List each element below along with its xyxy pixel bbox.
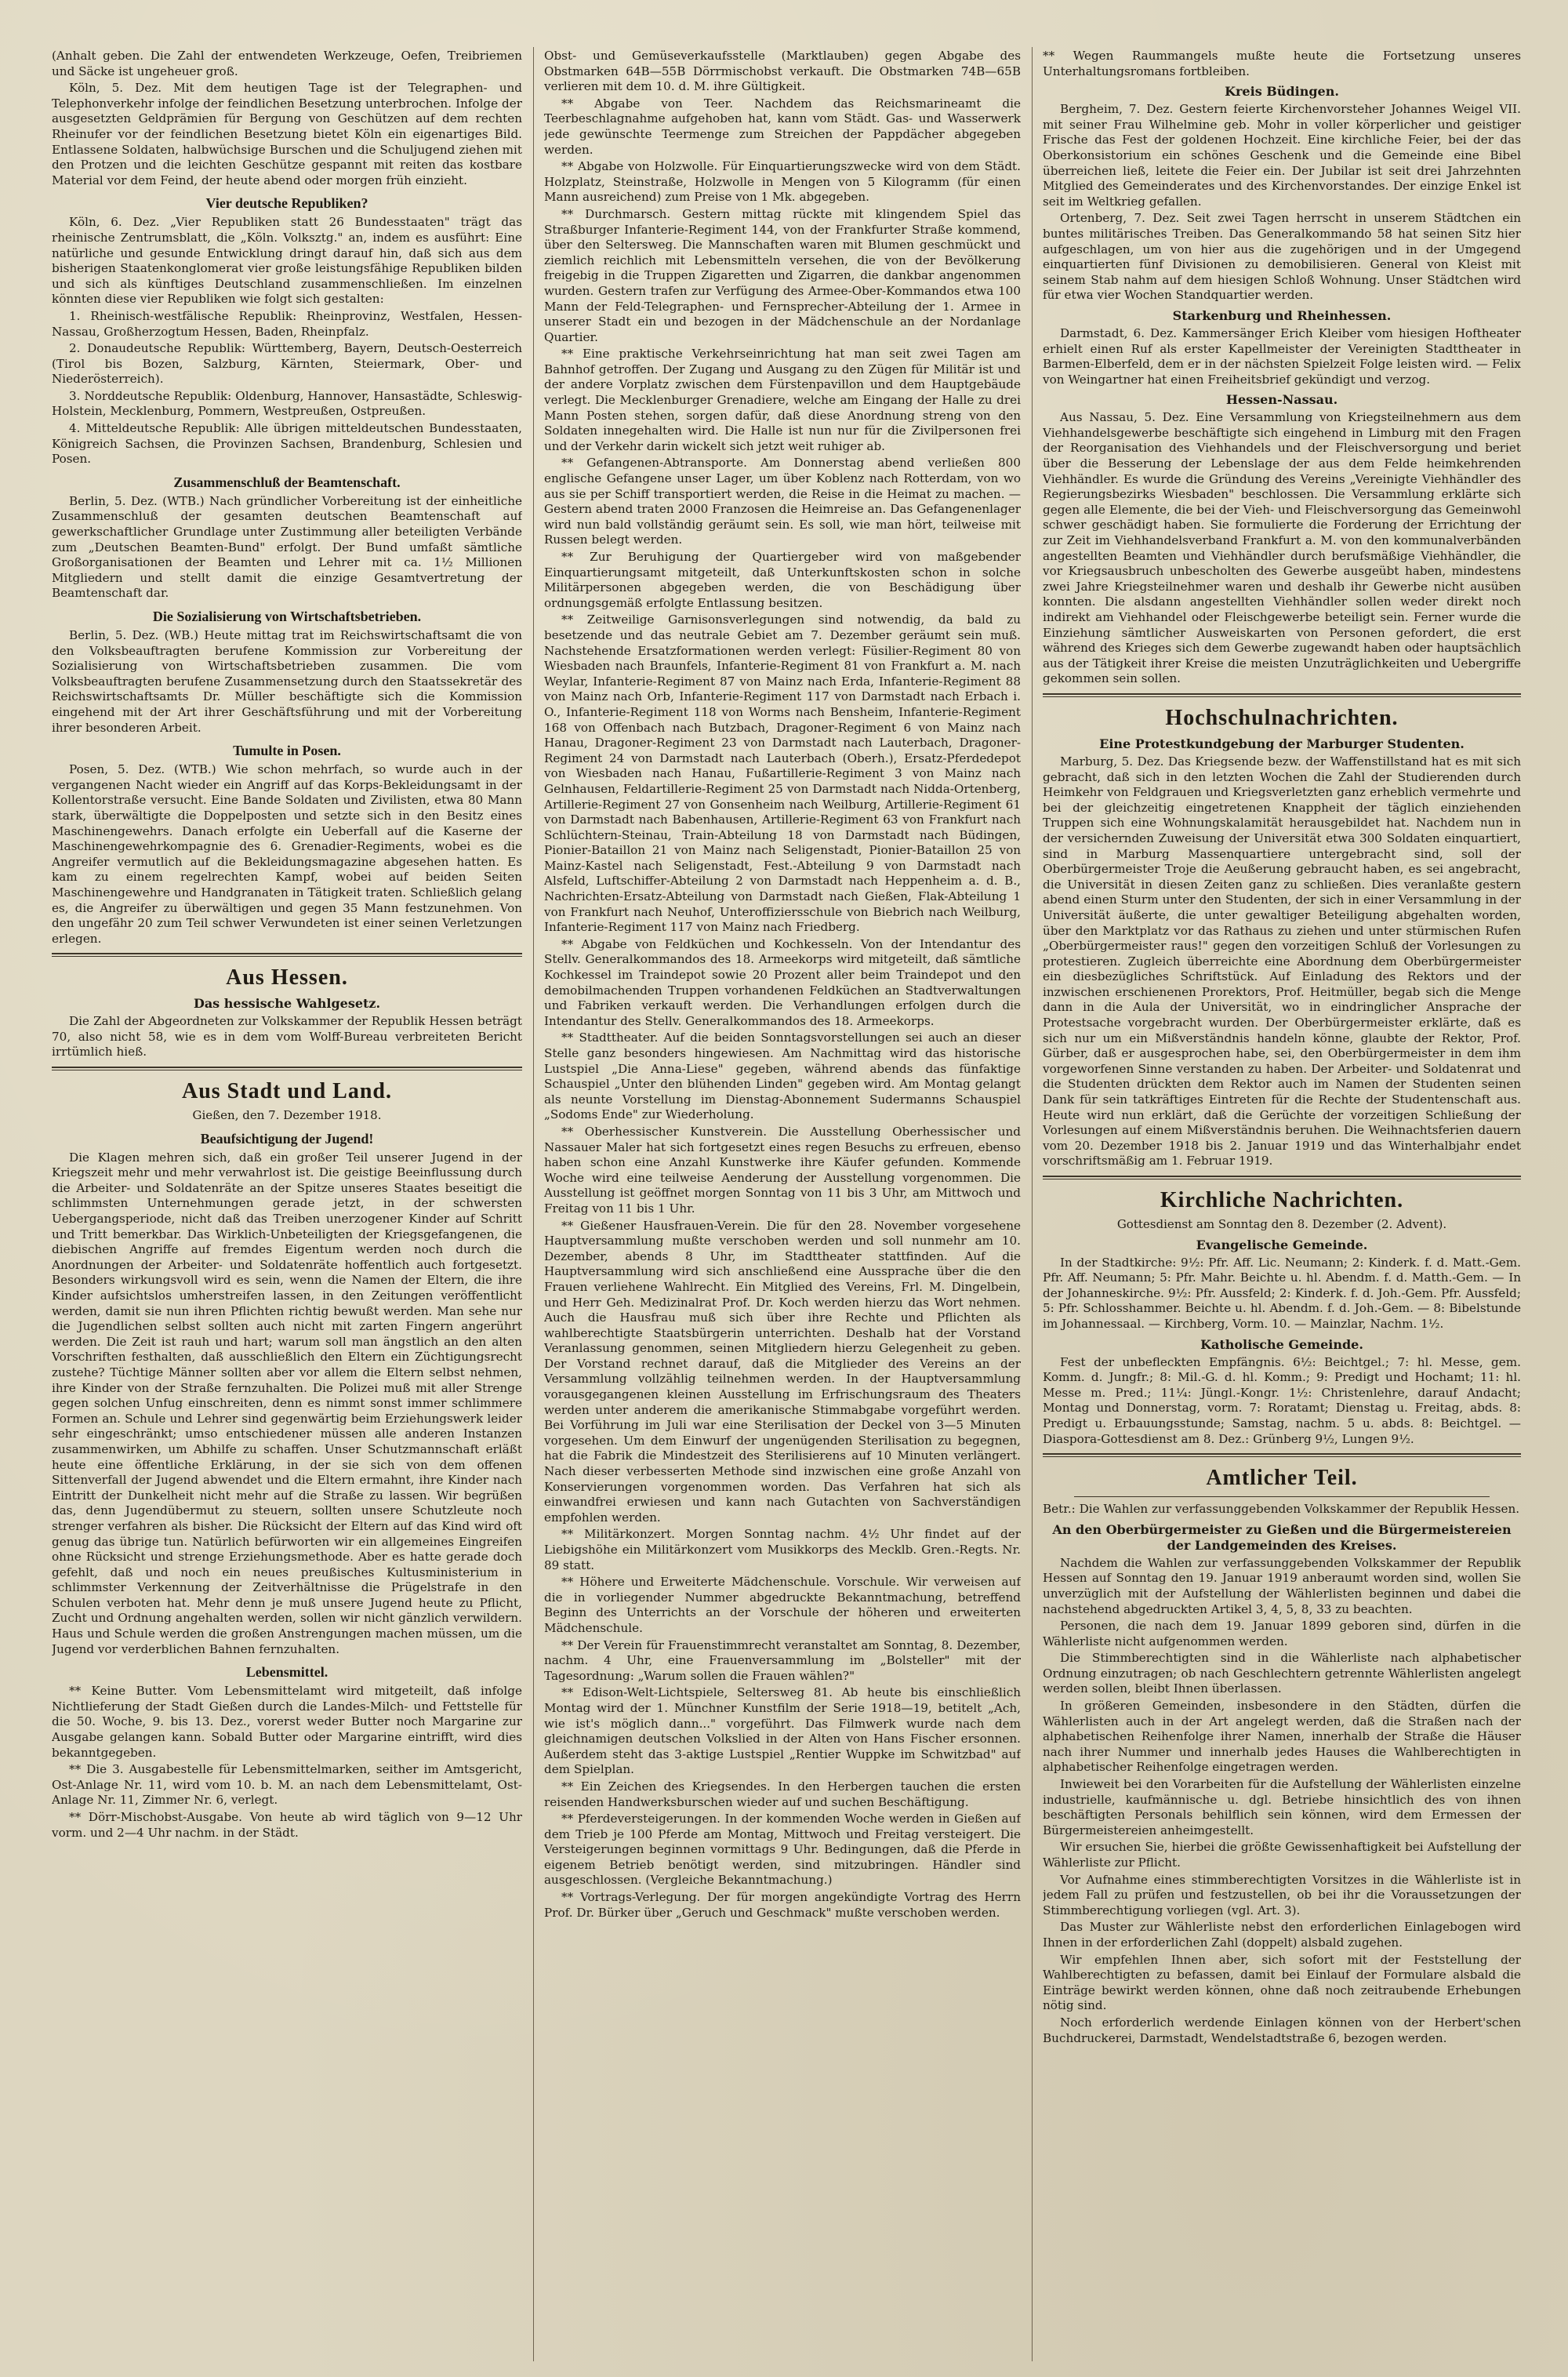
section-heading: Aus Hessen. (226, 965, 348, 990)
column-rule (533, 47, 534, 2361)
dateline: Gießen, den 7. Dezember 1918. (192, 1108, 382, 1123)
column-2 (544, 49, 1021, 2361)
article-paragraph: ** Gießener Hausfrauen-Verein. Die für den 28. November vorgesehene Hauptversammlung mußte verschoben werden und soll nunmehr am 10. Dezember, abends 8 Uhr, im Stadttheater stattfinden. Auf die Hauptversammlung wird sich anschließend eine Aussprache über die den Frauen verliehene Wahlrecht. Ein Mitglied des Vereins, Frl. M. Dingelbein, und Herr Geh. Medizinalrat Prof. Dr. Koch werden hierzu das Wort nehmen. Auch die Hausfrau muß sich über ihre Rechte und Pflichten als wahlberechtigte Staatsbürgerin unterrichten. Deshalb hat der Vorstand Veranlassung genommen, seinen Mitgliedern hierzu Gelegenheit zu geben. Der Vorstand rechnet darauf, daß die Mitglieder des Vereins an der Versammlung vollzählig teilnehmen werden. In der Hauptversammlung vorausgegangenen kleinen Ausstellung im Erfrischungsraum des Theaters werden unter anderem die amerikanische Stimmabgabe vorgeführt werden. Bei Vorführung im Juli war eine Sterilisation der Deckel von 3—5 Minuten vorgesehen. Um dem Einwurf der ungenügenden Sterilisation zu begegnen, hat die Fabrik die Mindestzeit des Sterilisierens auf 10 Minuten verlängert. Nach dieser verbesserten Methode sind inzwischen eine große Anzahl von Konservierungen vorgenommen worden. Das Verfahren hat sich als einwandfrei erwiesen und kann nach Gutachten von Sachverständigen empfohlen werden. (544, 1218, 1021, 1525)
article-paragraph: Berlin, 5. Dez. (WB.) Heute mittag trat im Reichswirtschaftsamt die von den Volksbeauftragten berufene Kommission zur Vorbereitung der Sozialisierung von Wirtschaftsbetrieben zusammen. Die vom Volksbeauftragten berufene Zusammensetzung durch den Staatssekretär des Reichswirtschaftsamts Dr. Müller beschäftigte sich die Kommission eingehend mit der Art ihrer Geschäftsführung und mit der Vorbereitung ihrer besonderen Arbeit. (52, 628, 522, 735)
divider (1074, 1496, 1490, 1497)
article-paragraph: Fest der unbefleckten Empfängnis. 6½: Beichtgel.; 7: hl. Messe, gem. Komm. d. Jungfr.; 8: Mil.-G. d. hl. Komm.; 9: Predigt und Hochamt; 11: hl. Messe m. Pred.; 11¼: Jüngl.-Kongr. 1½: Christenlehre, darauf Andacht; Montag und Donnerstag, vorm. 7: Roratamt; Dienstag u. Freitag, abds. 8: Predigt u. Erbauungsstunde; Samstag, nachm. 5 u. abds. 8: Beichtgel. — Diaspora-Gottesdienst am 8. Dez.: Grünberg 9½, Lungen 9½. (1043, 1354, 1521, 1446)
section-divider (52, 1067, 522, 1070)
article-paragraph: ** Stadttheater. Auf die beiden Sonntagsvorstellungen sei auch an dieser Stelle ganz besonders hingewiesen. Am Nachmittag wird das historische Lustspiel „Die Anna-Liese" gegeben, während abends das fünfaktige Schauspiel „Unter den blühenden Linden" gegeben wird. Am Montag gelangt als neunte Vorstellung im Dienstag-Abonnement Sudermanns Schauspiel „Sodoms Ende" zur Wiederholung. (544, 1030, 1021, 1122)
list-item: 2. Donaudeutsche Republik: Württemberg, Bayern, Deutsch-Oesterreich (Tirol bis Bozen, Salzburg, Kärnten, Steiermark, Ober- und Niederösterreich). (52, 341, 522, 387)
article-heading: Das hessische Wahlgesetz. (193, 996, 381, 1012)
article-paragraph: ** Höhere und Erweiterte Mädchenschule. Vorschule. Wir verweisen auf die in vorliegender Nummer abgedruckte Bekanntmachung, betreffend Beginn des Unterrichts an der Vorschule der höheren und erweiterten Mädchenschule. (544, 1575, 1021, 1635)
article-paragraph: ** Pferdeversteigerungen. In der kommenden Woche werden in Gießen auf dem Trieb je 100 Pferde am Montag, Mittwoch und Freitag versteigert. Die Versteigerungen beginnen vormittags 9 Uhr. Bedingungen, daß die Pferde in eigenem Betrieb benötigt werden, sind mitzubringen. Händler sind ausgeschlossen. (Vergleiche Bekanntmachung.) (544, 1812, 1021, 1888)
article-paragraph: Die Zahl der Abgeordneten zur Volkskammer der Republik Hessen beträgt 70, also nicht 58, wie es in dem vom Wolff-Bureau verbreiteten Bericht irrtümlich hieß. (52, 1014, 522, 1059)
article-paragraph: In der Stadtkirche: 9½: Pfr. Aff. Lic. Neumann; 2: Kinderk. f. d. Matt.-Gem. Pfr. Aff. Neumann; 5: Pfr. Mahr. Beichte u. hl. Abendm. f. d. Matth.-Gem. — In der Johanneskirche. 9½: Pfr. Aussfeld; 2: Kinderk. f. d. Joh.-Gem. Pfr. Aussfeld; 5: Pfr. Schlosshammer. Beichte u. hl. Abendm. f. d. Joh.-Gem. — 8: Bibelstunde im Johannessaal. — Kirchberg, Vorm. 10. — Mainzlar, Nachm. 1½. (1043, 1255, 1521, 1331)
article-paragraph: ** Keine Butter. Vom Lebensmittelamt wird mitgeteilt, daß infolge Nichtlieferung der Stadt Gießen durch die Landes-Milch- und Fettstelle für die 50. Woche, 9. bis 13. Dez., vorerst weder Butter noch Margarine zur Ausgabe gelangen kann. Sobald Butter oder Margarine eintrifft, wird dies bekanntgegeben. (52, 1684, 522, 1760)
article-paragraph: Personen, die nach dem 19. Januar 1899 geboren sind, dürfen in die Wählerliste nicht aufgenommen werden. (1043, 1619, 1521, 1648)
article-heading: Evangelische Gemeinde. (1196, 1237, 1368, 1252)
column-3 (1043, 49, 1521, 2361)
section-divider (1043, 693, 1521, 697)
list-item: 3. Norddeutsche Republik: Oldenburg, Hannover, Hansastädte, Schleswig-Holstein, Mecklenburg, Pommern, Westpreußen, Ostpreußen. (52, 388, 522, 419)
section-heading: Aus Stadt und Land. (181, 1079, 393, 1104)
article-heading: Eine Protestkundgebung der Marburger Studenten. (1099, 736, 1465, 751)
article-paragraph: Berlin, 5. Dez. (WTB.) Nach gründlicher Vorbereitung ist der einheitliche Zusammenschluß der gesamten deutschen Beamtenschaft auf gewerkschaftlicher Grundlage unter Zustimmung aller beteiligten Verbände zum „Deutschen Beamten-Bund" erfolgt. Der Bund umfaßt sämtliche Großorganisationen der Beamten und Lehrer mit ca. 1½ Millionen Mitgliedern und stellt damit die einzige Gesamtvertretung der Beamtenschaft dar. (52, 493, 522, 601)
article-paragraph: Die Stimmberechtigten sind in die Wählerliste nach alphabetischer Ordnung einzutragen; ob nach Geschlechtern getrennte Wählerlisten angelegt werden sollen, bleibt Ihnen überlassen. (1043, 1651, 1521, 1696)
article-paragraph: ** Zeitweilige Garnisonsverlegungen sind notwendig, da bald zu besetzende und das neutrale Gebiet am 7. Dezember geräumt sein muß. Nachstehende Ersatzformationen werden verlegt: Füsilier-Regiment 80 von Wiesbaden nach Braunfels, Infanterie-Regiment 81 von Frankfurt a. M. nach Weylar, Infanterie-Regiment 87 von Mainz nach Erda, Infanterie-Regiment 88 von Mainz nach Orb, Infanterie-Regiment 117 von Darmstadt nach Erbach i. O., Infanterie-Regiment 118 von Worms nach Bensheim, Infanterie-Regiment 168 von Offenbach nach Butzbach, Dragoner-Regiment 6 von Mainz nach Hanau, Dragoner-Regiment 23 von Darmstadt nach Lauterbach, Dragoner-Regiment 24 von Darmstadt nach Lauterbach (Oberh.), Ersatz-Pferdedepot von Wiesbaden nach Hanau, Fußartillerie-Regiment 3 von Mainz nach Gelnhausen, Feldartillerie-Regiment 25 von Darmstadt nach Nidda-Ortenberg, Artillerie-Regiment 27 von Gonsenheim nach Weilburg, Artillerie-Regiment 61 von Darmstadt nach Babenhausen, Artillerie-Regiment 63 von Frankfurt nach Schlüchtern-Steinau, Train-Abteilung 18 von Darmstadt nach Büdingen, Pionier-Bataillon 21 von Mainz nach Seligenstadt, Pionier-Bataillon 25 von Mainz-Kastel nach Seligenstadt, Fest.-Abteilung 9 von Darmstadt nach Alsfeld, Luftschiffer-Abteilung 2 von Darmstadt nach Heppenheim a. d. B., Nachrichten-Ersatz-Abteilung von Darmstadt nach Gießen, Flak-Abteilung 1 von Frankfurt nach Neuhof, Unteroffiziersschule von Biebrich nach Weilburg, Infanterie-Regiment 117 von Mainz nach Friedberg. (544, 612, 1021, 935)
article-heading: Lebensmittel. (245, 1664, 328, 1681)
article-paragraph: ** Abgabe von Holzwolle. Für Einquartierungszwecke wird von dem Städt. Holzplatz, Steinstraße, Holzwolle in Mengen von 5 Kilogramm (für einen Mann ausreichend) zum Preise von 1 Mk. abgegeben. (544, 159, 1021, 205)
article-heading: Katholische Gemeinde. (1200, 1336, 1363, 1352)
article-heading: Zusammenschluß der Beamtenschaft. (173, 474, 401, 490)
article-paragraph: Obst- und Gemüseverkaufsstelle (Marktlauben) gegen Abgabe des Obstmarken 64B—55B Dörrmischobst verkauft. Die Obstmarken 74B—65B verlieren mit dem 10. d. M. ihre Gültigkeit. (544, 49, 1021, 94)
article-paragraph: Marburg, 5. Dez. Das Kriegsende bezw. der Waffenstillstand hat es mit sich gebracht, daß sich in den letzten Wochen die Zahl der Studierenden durch Heimkehr von Feldgrauen und Kriegsverletzten ganz erheblich vermehrte und bei der gleichzeitig eingetretenen Knappheit der täglich einziehenden Truppen sich eine Wohnungskalamität herausgebildet hat. Nachdem nun in der versichernden Zuweisung der Universität etwa 300 Soldaten einquartiert, sind in Marburg Massenquartiere untergebracht sind, soll der Oberbürgermeister Troje die Aeußerung gebraucht haben, es sei angebracht, die Universität in diesen Zeiten ganz zu schließen. Dies veranlaßte gestern abend einen Sturm unter den Studenten, der sich in einer Versammlung in der Universität äußerte, die unter gewaltiger Beteiligung abgehalten worden, über den Marktplatz vor das Rathaus zu ziehen und unter stürmischen Rufen „Oberbürgermeister raus!" gegen den vorzeitigen Schluß der Vorlesungen zu protestieren. Zugleich überreichte eine Abordnung dem Oberbürgermeister ein diesbezügliches Schriftstück. Auf Einladung des Rektors und der inzwischen erschienenen Prorektors, Prof. Heitmüller, begab sich die Menge dann in die Aula der Universität, wo in eindringlicher Ansprache der Protestsache vorgebracht wurden. Der Oberbürgermeister erklärte, daß es sich nur um ein Mißverständnis handeln könne, glaubte der Rektor, Prof. Gürber, daß er ausgesprochen habe, sei, den Oberbürgermeister in dem ihm vorgeworfenen Sinne verstanden zu haben. Der Arbeiter- und Soldatenrat und die Studenten drückten dem Rektor auch im Namen der Studenten seinen Dank für sein tatkräftiges Eintreten für die Rechte der Studentenschaft aus. Heute wird nun erklärt, daß die Gerüchte der vorzeitigen Schließung der Vorlesungen auf einem Mißverständnis beruhen. Die Weihnachtsferien dauern vom 20. Dezember 1918 bis 2. Januar 1919 und das Winterhalbjahr endet vorschriftsmäßig am 1. Februar 1919. (1043, 754, 1521, 1169)
section-divider (52, 953, 522, 957)
article-paragraph: ** Abgabe von Feldküchen und Kochkesseln. Von der Intendantur des Stellv. Generalkommandos des 18. Armeekorps wird mitgeteilt, daß sämtliche Kochkessel im Traindepot sowie 20 Prozent aller beim Traindepot und den demobilmachenden Truppen vorhandenen Feldküchen an Stadtverwaltungen und Fabriken verkauft werden. Die Verhandlungen erfolgen durch die Intendantur des Stellv. Generalkommandos des 18. Armeekorps. (544, 936, 1021, 1028)
list-item: 1. Rheinisch-westfälische Republik: Rheinprovinz, Westfalen, Hessen-Nassau, Großherzogtum Hessen, Baden, Rheinpfalz. (52, 308, 522, 339)
column-1 (52, 49, 522, 2361)
list-item: 4. Mitteldeutsche Republik: Alle übrigen mitteldeutschen Bundesstaaten, Königreich Sachsen, die Provinzen Sachsen, Brandenburg, Schlesien und Posen. (52, 421, 522, 467)
section-heading: Hochschulnachrichten. (1165, 705, 1399, 730)
article-paragraph: ** Durchmarsch. Gestern mittag rückte mit klingendem Spiel das Straßburger Infanterie-Regiment 144, von der Frankfurter Straße kommend, über den Seltersweg. Die Mannschaften waren mit Blumen geschmückt und ziemlich reichlich mit Lebensmitteln versehen, die von der Bevölkerung freigebig in die Truppen Zigaretten und Zigarren, die dankbar angenommen wurden. Gestern trafen zur Verfügung des Armee-Ober-Kommandos etwa 100 Mann der Feld-Telegraphen- und Fernsprecher-Abteilung der 1. Armee in unserer Stadt ein und bezogen in der Mädchenschule an der Nordanlage Quartier. (544, 206, 1021, 344)
article-paragraph: Das Muster zur Wählerliste nebst den erforderlichen Einlagebogen wird Ihnen in der erforderlichen Zahl (doppelt) alsbald zugehen. (1043, 1920, 1521, 1950)
article-paragraph: Inwieweit bei den Vorarbeiten für die Aufstellung der Wählerlisten einzelne industrielle, kaufmännische u. dgl. Betriebe hinsichtlich des von ihnen beschäftigten Personals behilflich sein können, wird dem Ermessen der Bürgermeistereien anheimgestellt. (1043, 1777, 1521, 1837)
section-heading: Kirchliche Nachrichten. (1160, 1188, 1404, 1212)
article-heading: Tumulte in Posen. (233, 743, 341, 759)
article-paragraph: Wir empfehlen Ihnen aber, sich sofort mit der Feststellung der Wahlberechtigten zu befassen, damit bei Einlauf der Formulare alsbald die Einträge bewirkt werden können, ohne daß noch zeitraubende Erhebungen nötig sind. (1043, 1952, 1521, 2013)
article-heading: Beaufsichtigung der Jugend! (200, 1130, 374, 1147)
article-paragraph: Wir ersuchen Sie, hierbei die größte Gewissenhaftigkeit bei Aufstellung der Wählerliste zur Pflicht. (1043, 1840, 1521, 1870)
article-heading: Die Sozialisierung von Wirtschaftsbetrieben. (152, 609, 422, 624)
article-paragraph: Ortenberg, 7. Dez. Seit zwei Tagen herrscht in unserem Städtchen ein buntes militärisches Treiben. Das Generalkommando 58 hat seinen Sitz hier aufgeschlagen, um von hier aus die zugehörigen und in der Umgegend einquartierten fünf Divisionen zu demobilisieren. General von Kleist mit seinem Stab nahm auf dem hiesigen Schloß Wohnung. Unser Städtchen wird für etwa vier Wochen Standquartier werden. (1043, 211, 1521, 303)
column-rule (1032, 47, 1033, 2361)
article-paragraph: ** Abgabe von Teer. Nachdem das Reichsmarineamt die Teerbeschlagnahme aufgehoben hat, kann vom Städt. Gas- und Wasserwerk jede gewünschte Teermenge zum Streichen der Pappdächer abgegeben werden. (544, 96, 1021, 157)
region-heading: Starkenburg und Rheinhessen. (1172, 307, 1392, 323)
article-paragraph: Nachdem die Wahlen zur verfassunggebenden Volkskammer der Republik Hessen auf Sonntag den 19. Januar 1919 anberaumt worden sind, wollen Sie unverzüglich mit der Aufstellung der Wählerlisten beginnen und dabei die nachstehend abgedruckten Artikel 3, 4, 5, 8, 33 zu beachten. (1043, 1555, 1521, 1616)
article-paragraph: ** Wegen Raummangels mußte heute die Fortsetzung unseres Unterhaltungsromans fortbleiben. (1043, 49, 1521, 78)
article-paragraph: ** Die 3. Ausgabestelle für Lebensmittelmarken, seither im Amtsgericht, Ost-Anlage Nr. 11, wird vom 10. b. M. an nach dem Lebensmittelamt, Ost-Anlage Nr. 11, Zimmer Nr. 6, verlegt. (52, 1762, 522, 1808)
article-paragraph: ** Edison-Welt-Lichtspiele, Seltersweg 81. Ab heute bis einschließlich Montag wird der 1. Münchner Kunstfilm der Serie 1918—19, betitelt „Ach, wie ist's möglich dann..." vorgeführt. Das Filmwerk wurde nach dem gleichnamigen deutschen Volkslied in der Alten von Hans Fischer ersonnen. Außerdem steht das 3-aktige Lustspiel „Rentier Wuppke im Schwitzbad" auf dem Spielplan. (544, 1685, 1021, 1777)
article-paragraph: ** Ein Zeichen des Kriegsendes. In den Herbergen tauchen die ersten reisenden Handwerksburschen wieder auf und suchen Beschäftigung. (544, 1779, 1021, 1809)
article-heading: An den Oberbürgermeister zu Gießen und die Bürgermeistereien der Landgemeinden des Kreises. (1052, 1521, 1512, 1553)
section-heading: Amtlicher Teil. (1206, 1466, 1358, 1491)
article-paragraph: Noch erforderlich werdende Einlagen können von der Herbert'schen Buchdruckerei, Darmstadt, Wendelstadtstraße 6, bezogen werden. (1043, 2015, 1521, 2045)
article-paragraph: ** Oberhessischer Kunstverein. Die Ausstellung Oberhessischer und Nassauer Maler hat sich fortgesetzt eines regen Besuchs zu erfreuen, ebenso haben schon eine Anzahl Kunstwerke ihre Käufer gefunden. Kommende Woche wird eine teilweise Aenderung der Ausstellung vorgenommen. Die Ausstellung ist geöffnet morgen Sonntag von 11 bis 3 Uhr, am Mittwoch und Freitag von 11 bis 1 Uhr. (544, 1124, 1021, 1216)
section-divider (1043, 1453, 1521, 1457)
region-heading: Hessen-Nassau. (1225, 392, 1338, 408)
article-paragraph: Die Klagen mehren sich, daß ein großer Teil unserer Jugend in der Kriegszeit mehr und mehr verwahrlost ist. Die geistige Beeinflussung durch die Arbeiter- und Soldatenräte an der Spitze unseres Staates beseitigt die schlimmsten Unternehmungen gerade jetzt, in der schwersten Uebergangsperiode, nicht daß das Treiben unerzogener Kinder auf Schritt und Tritt bemerkbar. Das Wirklich-Unbeteiligten der Kriegsgefangenen, die diebischen Angriffe auf fremdes Eigentum werden noch durch die Anordnungen der Arbeiter- und Soldatenräte hoffentlich auch fortgesetzt. Besonders wirkungsvoll wird es sein, wenn die Namen der Eltern, die ihre Kinder aufsichtslos umherstreifen lassen, in den Zeitungen veröffentlicht werden, damit sie nun ihren Pflichten richtig bewußt werden. Man sehe nur die Jugendlichen selbst sollten auch nicht mit zarten Fingern angerührt werden. Die Zeit ist rauh und hart; warum soll man ängstlich an den alten Vorschriften festhalten, daß ausschließlich den Eltern ein Züchtigungsrecht zustehe? Tüchtige Männer sollten aber vor allem die Eltern selbst nehmen, ihre Kinder von der Straße fernzuhalten. Die Polizei muß mit aller Strenge gegen solchen Unfug einschreiten, denn es nimmt sonst immer schlimmere Formen an. Schule und Lehrer sind gegenwärtig beim Erziehungswerk leider sehr eingeschränkt; umso entschiedener müssen alle anderen Instanzen zusammenwirken, um Abhilfe zu schaffen. Unser Schutzmannschaft erläßt heute eine öffentliche Erklärung, in der sie sich von dem offenen Sittenverfall der Jugend abwendet und die Eltern ermahnt, ihre Kinder nach Eintritt der Dunkelheit nicht mehr auf die Straße zu lassen. Wir begrüßen das, denn Jugendübermut zu steuern, sollten unsere Schutzleute noch strenger verfahren als bisher. Die Rücksicht der Eltern auf das Kind wird oft genug das übrige tun. Natürlich befürworten wir ein allgemeines Eingreifen ohne Rücksicht und strenge Erziehungsmethode. Aber es hatte gerade doch gefehlt, daß und noch ein neues preußisches Kultusministerium in schlimmster Verkennung der Zeitverhältnisse die Prügelstrafe in den Schulen verboten hat. Mehr denn je muß unsere Jugend heute zu Pflicht, Zucht und Ordnung angehalten werden, sollen wir nicht gänzlich verwildern. Haus und Schule werden die großen Anstrengungen machen müssen, um die Jugend vor verderblichen Bahnen fernzuhalten. (52, 1150, 522, 1656)
article-paragraph: ** Gefangenen-Abtransporte. Am Donnerstag abend verließen 800 englische Gefangene unser Lager, um über Koblenz nach Rotterdam, von wo aus sie per Schiff transportiert werden, die Reise in die Heimat zu machen. — Gestern abend traten 2000 Franzosen die Heimreise an. Das Gefangenenlager wird nun bald vollständig geräumt sein. Es soll, wie man hört, teilweise mit Russen belegt werden. (544, 456, 1021, 547)
article-paragraph: ** Vortrags-Verlegung. Der für morgen angekündigte Vortrag des Herrn Prof. Dr. Bürker über „Geruch und Geschmack" mußte verschoben werden. (544, 1890, 1021, 1920)
article-paragraph: ** Zur Beruhigung der Quartiergeber wird von maßgebender Einquartierungsamt mitgeteilt, daß Unterkunftskosten schon in solche Militärpersonen abgegeben werden, die von Beschädigung über ordnungsgemäß erfolgte Entlassung besitzen. (544, 550, 1021, 610)
article-paragraph: Köln, 6. Dez. „Vier Republiken statt 26 Bundesstaaten" trägt das rheinische Zentrumsblatt, die „Köln. Volksztg." an, indem es ausführt: Eine natürliche und gesunde Entwicklung dringt darauf hin, daß sich aus dem bisherigen Staatenkonglomerat vier große leistungsfähige Republiken bilden und sich als künftiges Deutschland zusammenschließen. Im einzelnen könnten diese vier Republiken wie folgt sich gestalten: (52, 215, 522, 307)
article-paragraph: Posen, 5. Dez. (WTB.) Wie schon mehrfach, so wurde auch in der vergangenen Nacht wieder ein Angriff auf das Korps-Bekleidungsamt in der Kollentorstraße versucht. Eine Bande Soldaten und Zivilisten, etwa 80 Mann stark, überwältigte die Doppelposten und setzte sich in den Besitz eines Maschinengewehrs. Danach erfolgte ein Ueberfall auf die Kaserne der Maschinengewehrkompagnie des 6. Grenadier-Regiments, wobei es die Angreifer vermutlich auf die Bekleidungsmagazine abgesehen hatten. Es kam zu einem regelrechten Kampf, wobei auf beiden Seiten Maschinengewehre und Handgranaten in Tätigkeit traten. Schließlich gelang es, die Angreifer zu überwältigen und gegen 35 Mann festzunehmen. Von den ungefähr 20 zum Teil schwer Verwundeten ist einer seinen Verletzungen erlegen. (52, 762, 522, 946)
article-paragraph: Vor Aufnahme eines stimmberechtigten Vorsitzes in die Wählerliste ist in jedem Fall zu prüfen und festzustellen, ob bei ihr die Voraussetzungen der Stimmberechtigung vorliegen (vgl. Art. 3). (1043, 1872, 1521, 1917)
article-paragraph: Aus Nassau, 5. Dez. Eine Versammlung von Kriegsteilnehmern aus dem Viehhandelsgewerbe beschäftigte sich eingehend in Limburg mit den Fragen der Reorganisation des Viehhandels und der Fleischversorgung und beriet über die Besserung der Lebenslage der aus dem Felde heimkehrenden Viehhändler. Es wurde die Gründung des Vereins „Vereinigte Viehhändler des Regierungsbezirks Wiesbaden" beschlossen. Die Versammlung erklärte sich gegen alle Elemente, die bei der Vieh- und Fleischversorgung das Gemeinwohl schwer geschädigt haben. Sie formulierte die Forderung der Errichtung der zur Zeit im Viehhandelsverband Frankfurt a. M. von den kommunalverbänden angestellten Beamten und Viehhändler durch berufsmäßige Viehhändler, die vor Kriegsausbruch unbescholten des Gewerbe ausgeübt haben, mindestens zwei Jahre Kriegsteilnehmer waren und deshalb ihr Gewerbe nicht ausüben konnten. Die alsdann angestellten Viehhändler sollen weder direkt noch indirekt am Viehhandel oder Fleischgewerbe beteiligt sein. Ferner wurde die Einziehung sämtlicher Ausweiskarten von Personen gefordert, die erst während des Krieges sich dem Gewerbe zugewandt haben oder hauptsächlich aus der Tätigkeit ihrer Kreise die meisten Unzuträglichkeiten und Uebergriffe gekommen sein sollen. (1043, 410, 1521, 686)
article-paragraph: In größeren Gemeinden, insbesondere in den Städten, dürfen die Wählerlisten auch in der Art angelegt werden, daß die Straßen nach der alphabetischen Reihenfolge ihrer Namen, innerhalb der Straße die Häuser nach ihrer Nummer und innerhalb jedes Hauses die Wahlberechtigten in alphabetischer Reihenfolge eingetragen werden. (1043, 1699, 1521, 1775)
article-paragraph: (Anhalt geben. Die Zahl der entwendeten Werkzeuge, Oefen, Treibriemen und Säcke ist ungeheuer groß. (52, 49, 522, 78)
article-heading: Vier deutsche Republiken? (205, 195, 368, 212)
article-paragraph: ** Dörr-Mischobst-Ausgabe. Von heute ab wird täglich von 9—12 Uhr vorm. und 2—4 Uhr nachm. in der Städt. (52, 1810, 522, 1840)
region-heading: Kreis Büdingen. (1225, 84, 1339, 100)
service-date: Gottesdienst am Sonntag den 8. Dezember (2. Advent). (1116, 1217, 1447, 1231)
article-paragraph: ** Eine praktische Verkehrseinrichtung hat man seit zwei Tagen am Bahnhof getroffen. Der Zugang und Ausgang zu den Zügen für Militär ist und der andere Vorplatz zwischen dem Fürstenpavillon und dem Hauptgebäude verlegt. Die Mecklenburger Grenadiere, welche am Eingang der Halle zu drei Mann Posten stehen, sorgen dafür, daß diese Anordnung streng von den Soldaten innegehalten wird. Die Halle ist nun nur für die Zivilpersonen frei und der Verkehr darin wickelt sich jetzt weit ruhiger ab. (544, 347, 1021, 453)
article-paragraph: Betr.: Die Wahlen zur verfassunggebenden Volkskammer der Republik Hessen. (1043, 1502, 1520, 1517)
article-paragraph: Köln, 5. Dez. Mit dem heutigen Tage ist der Telegraphen- und Telephonverkehr infolge der feindlichen Besetzung unterbrochen. Infolge der ausgesetzten Geldprämien für Bergung von Geschützen auf dem rechten Rheinufer vor der feindlichen Besetzung bietet Köln ein eigenartiges Bild. Entlassene Soldaten, halbwüchsige Burschen und die Schuljugend ziehen mit den Protzen und die leichten Geschütze gespannt mit reiten das kostbare Material vor dem Feind, der heute abend oder morgen früh einzieht. (52, 81, 522, 187)
section-divider (1043, 1176, 1521, 1179)
article-paragraph: Darmstadt, 6. Dez. Kammersänger Erich Kleiber vom hiesigen Hoftheater erhielt einen Ruf als erster Kapellmeister der Vereinigten Stadttheater in Barmen-Elberfeld, dem er in der nächsten Spielzeit Folge leisten wird. — Felix von Weingartner hat einen Freiheitsbrief gekündigt und verzog. (1043, 325, 1521, 387)
article-paragraph: Bergheim, 7. Dez. Gestern feierte Kirchenvorsteher Johannes Weigel VII. mit seiner Frau Wilhelmine geb. Mohr in voller körperlicher und geistiger Frische das Fest der goldenen Hochzeit. Eine kirchliche Feier, bei der das Oberkonsistorium ein schönes Geschenk und die Gemeinde eine Bibel überreichen ließ, leitete die Feier ein. Der Jubilar ist seit drei Jahrzehnten Mitglied des Gemeinderates und des Kirchenvorstandes. Der einzige Enkel ist seit im Weltkrieg gefallen. (1043, 102, 1521, 209)
article-paragraph: ** Der Verein für Frauenstimmrecht veranstaltet am Sonntag, 8. Dezember, nachm. 4 Uhr, eine Frauenversammlung im „Bolsteller" mit der Tagesordnung: „Warum sollen die Frauen wählen?" (544, 1637, 1021, 1683)
article-paragraph: ** Militärkonzert. Morgen Sonntag nachm. 4½ Uhr findet auf der Liebigshöhe ein Militärkonzert vom Musikkorps des Mecklb. Gren.-Regts. Nr. 89 statt. (544, 1527, 1021, 1572)
